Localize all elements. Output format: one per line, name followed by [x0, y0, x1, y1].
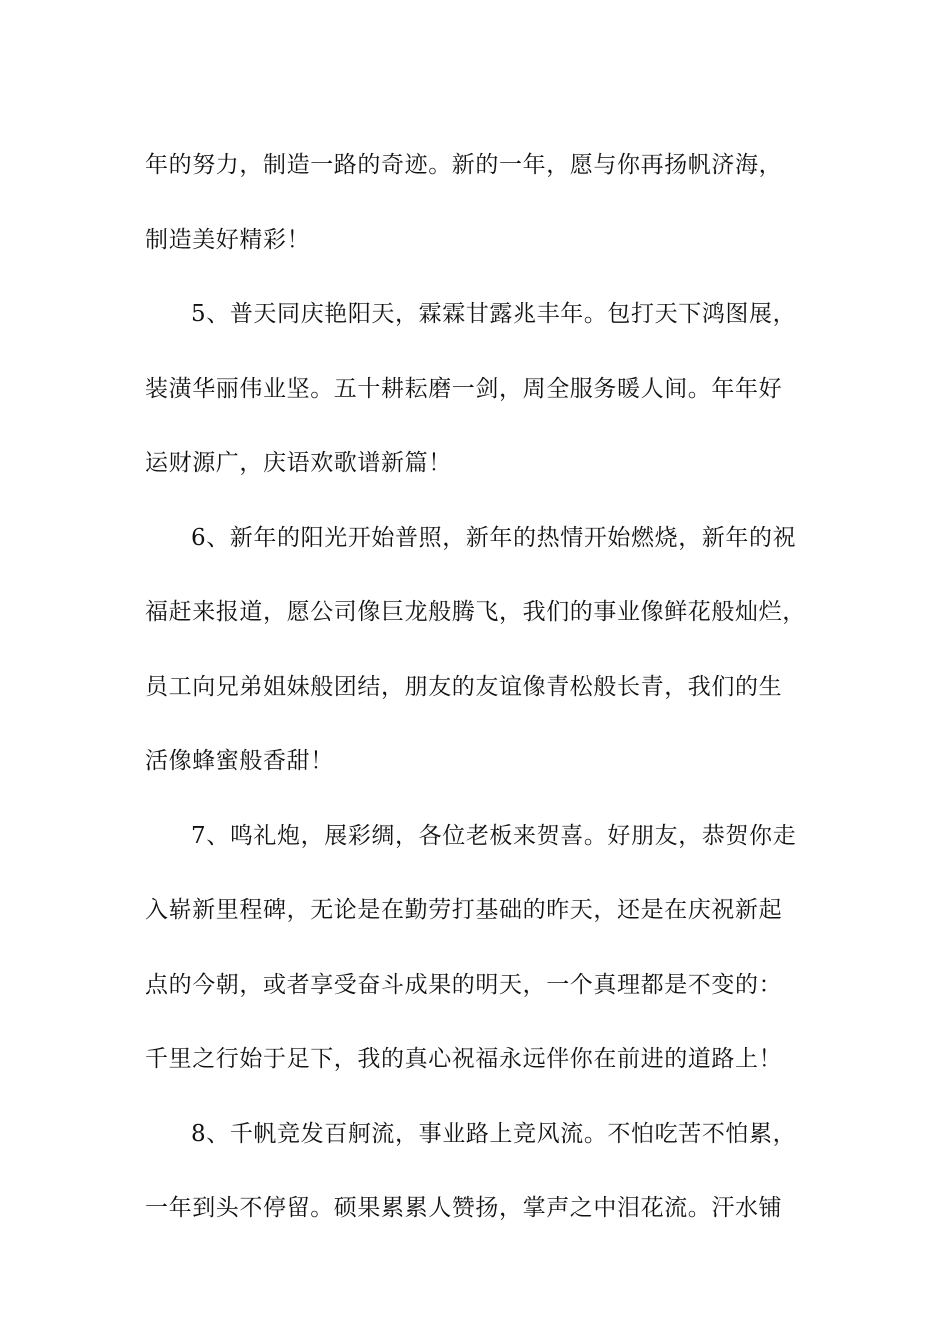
- text-line: 员工向兄弟姐妹般团结，朋友的友谊像青松般长青，我们的生: [145, 673, 783, 700]
- text-line: 运财源广，庆语欢歌谱新篇！: [145, 450, 452, 476]
- text-line: 点的今朝，或者享受奋斗成果的明天，一个真理都是不变的：: [145, 971, 783, 998]
- paragraph-start-line: 6、新年的阳光开始普照，新年的热情开始燃烧，新年的祝: [191, 524, 797, 551]
- document-body: [145, 128, 815, 1246]
- paragraph-start-line: 8、千帆竞发百舸流，事业路上竞风流。不怕吃苦不怕累，: [191, 1120, 797, 1147]
- paragraph-start-line: 7、鸣礼炮，展彩绸，各位老板来贺喜。好朋友，恭贺你走: [191, 822, 797, 849]
- text-line: 入崭新里程碑，无论是在勤劳打基础的昨天，还是在庆祝新起: [145, 897, 783, 923]
- text-line: 福赶来报道，愿公司像巨龙般腾飞，我们的事业像鲜花般灿烂，: [145, 599, 806, 625]
- text-line: 千里之行始于足下，我的真心祝福永远伴你在前进的道路上！: [145, 1046, 783, 1072]
- text-line: 年的努力，制造一路的奇迹。新的一年，愿与你再扬帆济海，: [145, 152, 783, 178]
- paragraph-start-line: 5、普天同庆艳阳天，霖霖甘露兆丰年。包打天下鸿图展，: [191, 301, 797, 327]
- text-line: 活像蜂蜜般香甜！: [145, 748, 334, 774]
- text-line: 制造美好精彩！: [145, 226, 311, 253]
- text-line: 一年到头不停留。硕果累累人赞扬，掌声之中泪花流。汗水铺: [145, 1195, 783, 1221]
- text-line: 装潢华丽伟业坚。五十耕耘磨一剑，周全服务暖人间。年年好: [145, 375, 783, 402]
